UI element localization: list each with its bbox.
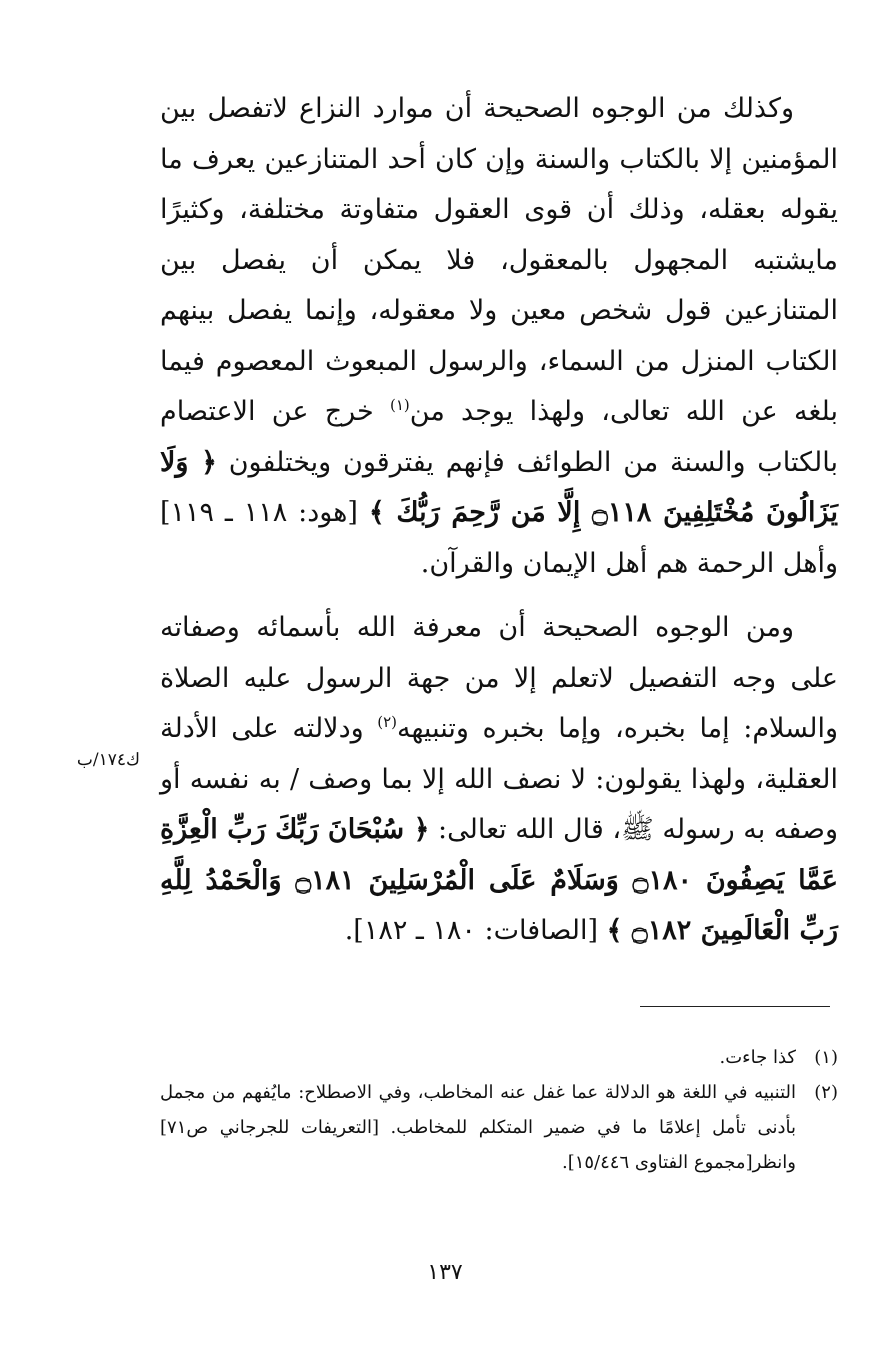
quran-verse-hud: ﴿ وَلَا يَزَالُونَ مُخْتَلِفِينَ ۝١١٨ إِلَّا مَن رَّحِمَ رَبُّكَ ﴾: [160, 446, 838, 528]
footnote-2: [160, 1075, 838, 1180]
footnote-ref-2: (٢): [377, 713, 398, 731]
quran-verse-saffat: ﴿ سُبْحَانَ رَبِّكَ رَبِّ الْعِزَّةِ عَمَّا يَصِفُونَ ۝١٨٠ وَسَلَامٌ عَلَى الْمُرْسَلِينَ ۝١٨١ وَالْحَمْدُ لِلَّهِ رَبِّ الْعَالَمِينَ ۝١٨٢ ﴾: [160, 814, 839, 946]
footnote-divider: [640, 1006, 830, 1007]
footnotes: [160, 1040, 838, 1180]
paragraph-2-text-c: [الصافات: ١٨٠ ـ ١٨٢].: [344, 915, 599, 946]
footnote-number: (١): [814, 1047, 838, 1068]
footnote-ref-1: (١): [389, 396, 410, 414]
footnote-text: التنبيه في اللغة هو الدلالة عما غفل عنه المخاطب، وفي الاصطلاح: مايُفهم من مجمل بأدنى تأمل إعلامًا ما في ضمير المتكلم للمخاطب. [التعريفات للجرجاني ص٧١] وانظر[مجموع الفتاوى ١٥/٤٤٦].: [160, 1082, 796, 1173]
paragraph-1-text-c: [هود: ١١٨ ـ ١١٩] وأهل الرحمة هم أهل الإيمان والقرآن.: [160, 497, 838, 579]
page-number: ١٣٧: [427, 1260, 463, 1285]
paragraph-1: [160, 84, 838, 589]
main-text: [160, 84, 838, 957]
footnote-text: كذا جاءت.: [719, 1047, 796, 1068]
footnote-number: (٢): [814, 1082, 838, 1103]
paragraph-2: [160, 603, 838, 957]
paragraph-1-text-a: وكذلك من الوجوه الصحيحة أن موارد النزاع لاتفصل بين المؤمنين إلا بالكتاب والسنة وإن كان أحد المتنازعين يعرف ما يقوله بعقله، وذلك أن قوى العقول متفاوتة مختلفة، وكثيرًا مايشتبه المجهول بالمعقول، فلا يمكن أن يفصل بين المتنازعين قول شخص معين ولا معقوله، وإنما يفصل بينهم الكتاب المنزل من السماء، والرسول المبعوث المعصوم فيما بلغه عن الله تعالى، ولهذا يوجد من: [160, 93, 838, 427]
footnote-1: [160, 1040, 838, 1075]
paragraph-2-text-b: ودلالته على الأدلة العقلية، ولهذا يقولون: لا نصف الله إلا بما وصف / به نفسه أو وصفه به رسوله ﷺ، قال الله تعالى:: [160, 713, 838, 845]
paragraph-2-text-a: ومن الوجوه الصحيحة أن معرفة الله بأسمائه وصفاته على وجه التفصيل لاتعلم إلا من جهة الرسول عليه الصلاة والسلام: إما بخبره، وإما بخبره وتنبيهه: [160, 612, 838, 744]
manuscript-margin-note: ك١٧٤/ب: [76, 750, 140, 770]
paragraph-1-text-b: خرج عن الاعتصام بالكتاب والسنة من الطوائف فإنهم يفترقون ويختلفون: [160, 396, 838, 478]
